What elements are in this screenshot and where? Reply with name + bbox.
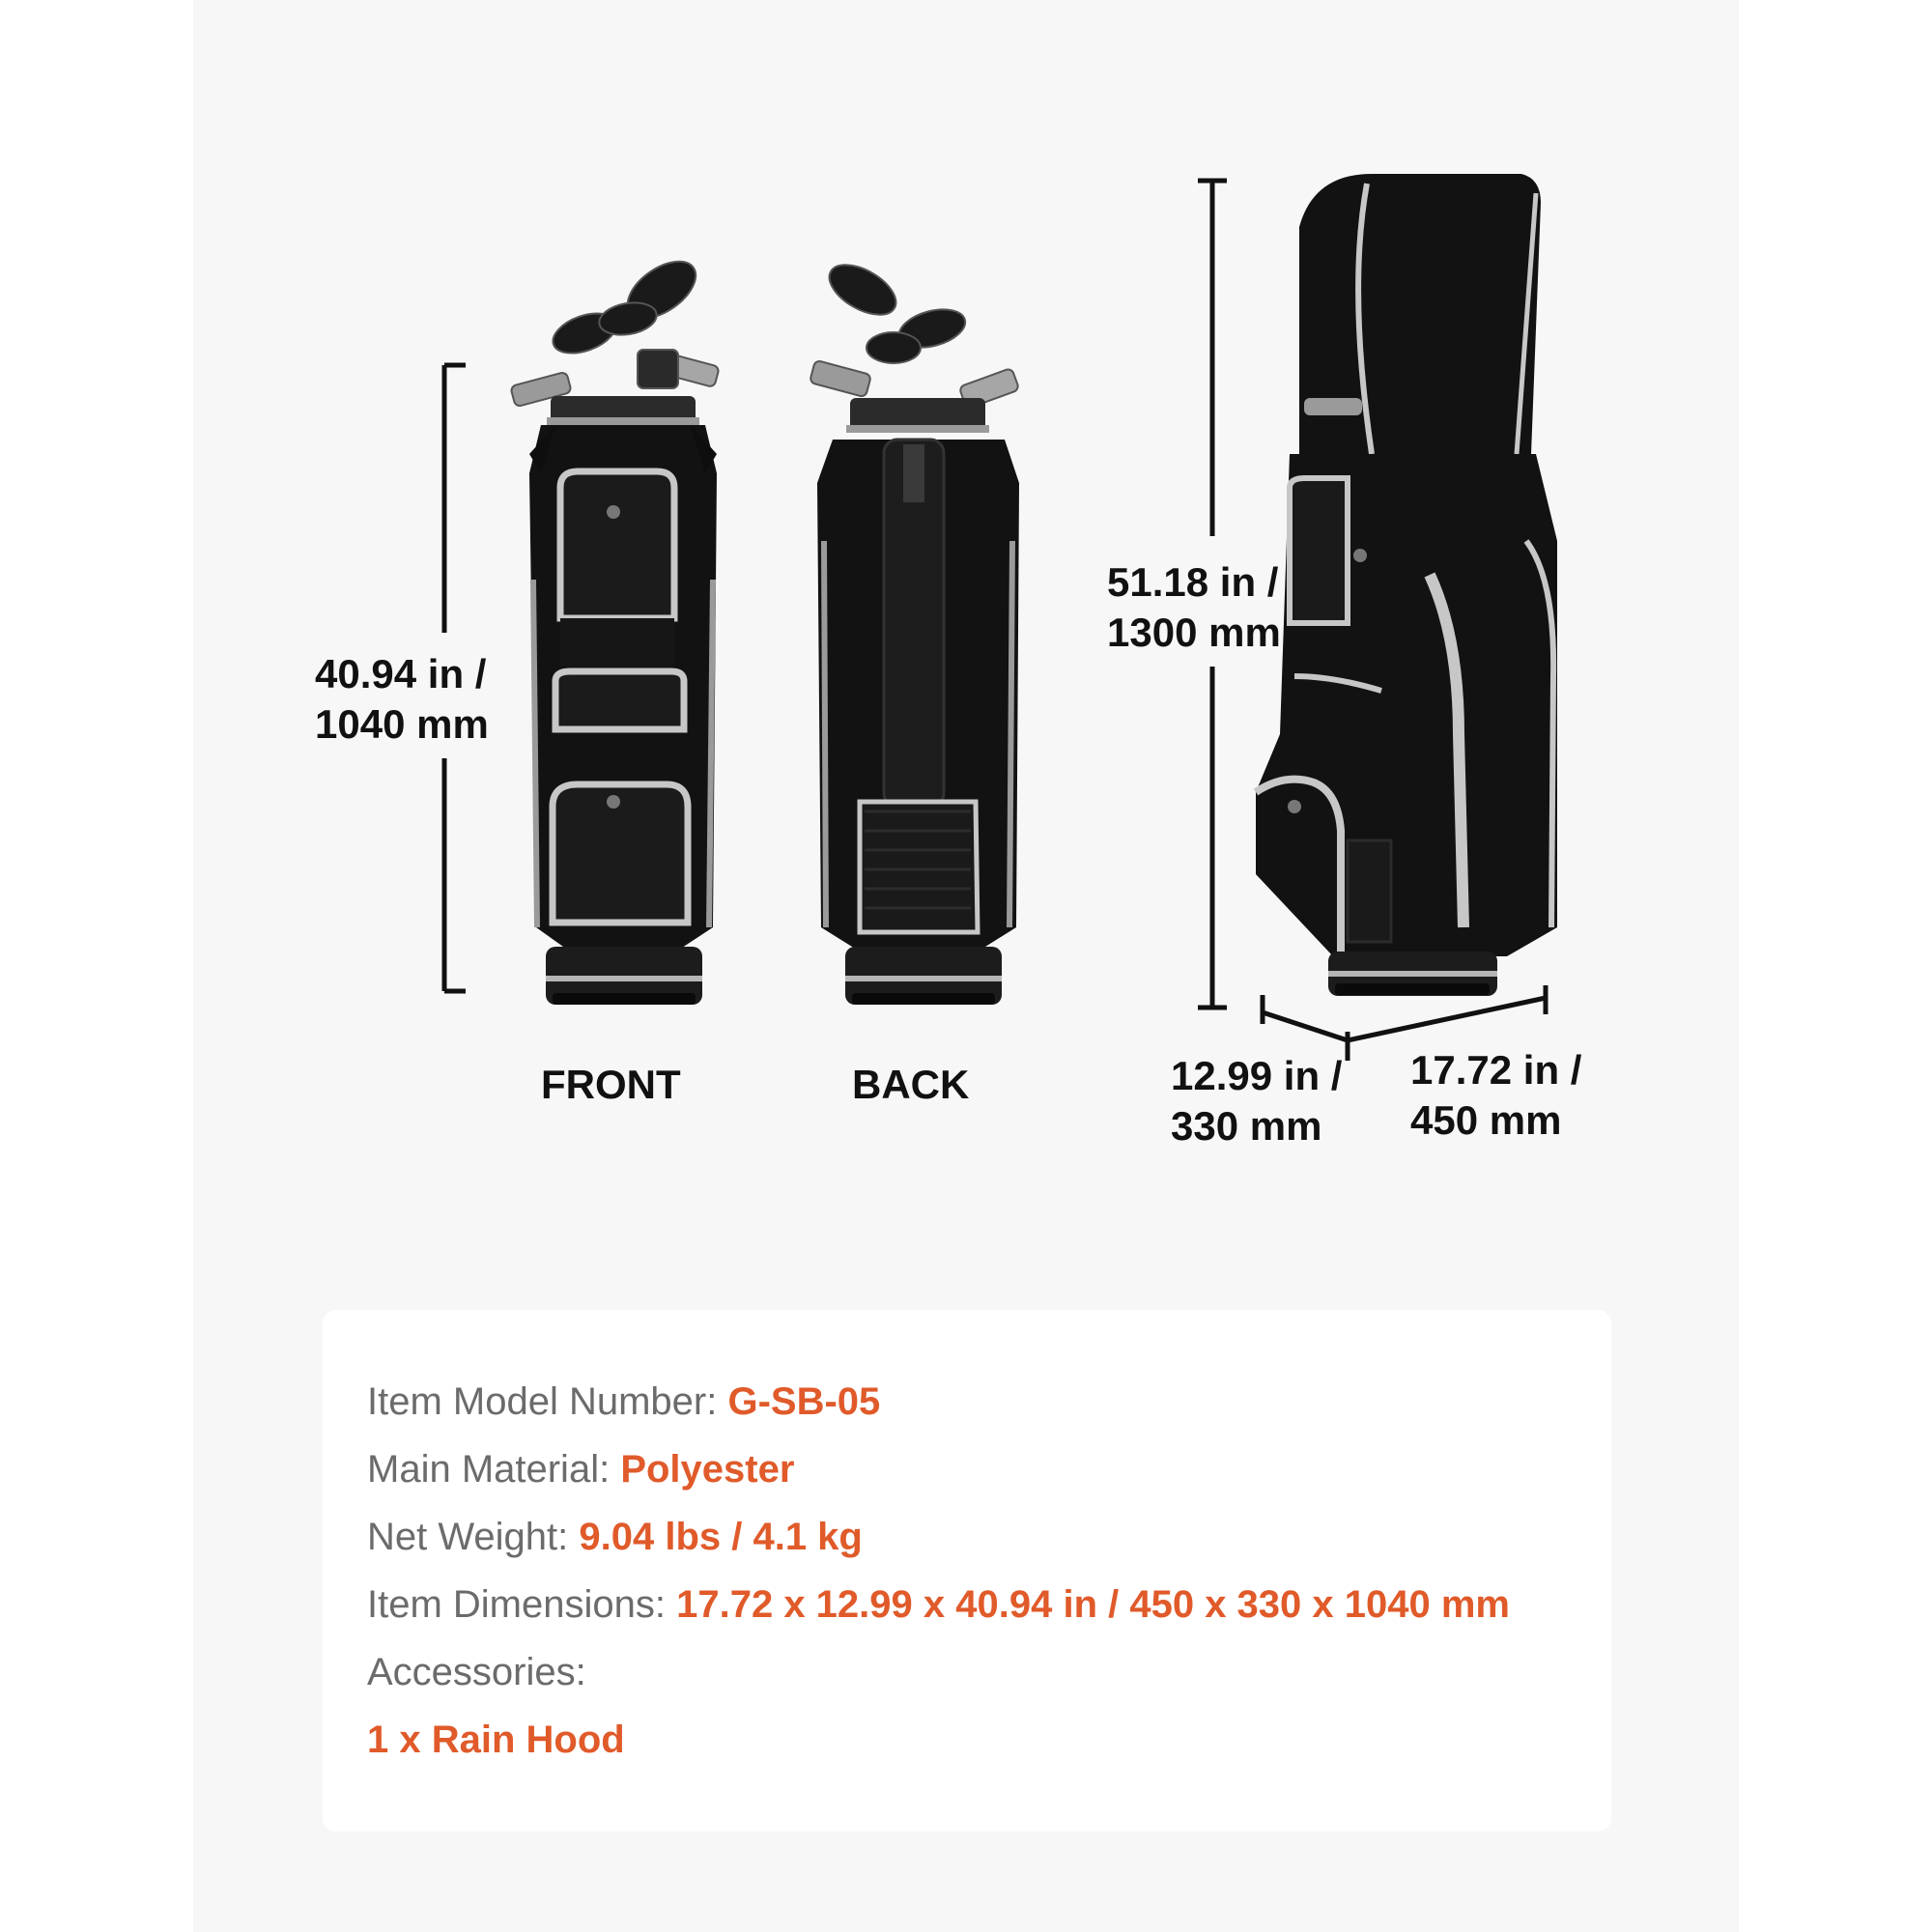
hooded-bag-image <box>1256 174 1557 996</box>
spec-material-value: Polyester <box>620 1448 795 1491</box>
front-club-heads <box>510 250 720 407</box>
spec-dimensions-key: Item Dimensions: <box>367 1583 677 1626</box>
back-mesh-pocket <box>860 802 978 932</box>
spec-weight-row <box>367 1513 863 1561</box>
spec-dimensions-row <box>367 1580 1510 1629</box>
width-mm: 450 mm <box>1410 1097 1562 1143</box>
hood-height-inches: 51.18 in / <box>1107 559 1279 605</box>
back-view-label: BACK <box>852 1062 970 1107</box>
front-view-label: FRONT <box>541 1062 681 1107</box>
hood-height-mm: 1300 mm <box>1107 610 1281 655</box>
hood-height-label <box>1107 557 1281 658</box>
spec-model-row <box>367 1378 880 1426</box>
spec-material-key: Main Material: <box>367 1448 621 1491</box>
depth-mm: 330 mm <box>1171 1103 1322 1149</box>
spec-accessories-value: 1 x Rain Hood <box>367 1719 625 1761</box>
front-height-label <box>315 649 489 750</box>
front-middle-pocket <box>555 671 684 729</box>
spec-weight-value: 9.04 lbs / 4.1 kg <box>579 1516 863 1558</box>
front-height-inches: 40.94 in / <box>315 651 487 696</box>
front-height-mm: 1040 mm <box>315 701 489 747</box>
depth-label <box>1171 1051 1342 1151</box>
width-line <box>1348 998 1546 1040</box>
spec-model-key: Item Model Number: <box>367 1380 728 1423</box>
spec-accessories-value-row <box>367 1716 625 1764</box>
spec-dimensions-value: 17.72 x 12.99 x 40.94 in / 450 x 330 x 1040 mm <box>676 1583 1510 1626</box>
spec-accessories-key: Accessories: <box>367 1651 586 1693</box>
spec-weight-key: Net Weight: <box>367 1516 580 1558</box>
spec-accessories-row <box>367 1648 586 1696</box>
front-upper-pocket <box>560 471 674 618</box>
spec-material-row <box>367 1445 794 1493</box>
back-club-heads <box>810 255 1019 410</box>
spec-model-value: G-SB-05 <box>727 1380 881 1423</box>
front-lower-pocket <box>553 784 688 923</box>
carry-handle <box>1304 398 1362 415</box>
width-inches: 17.72 in / <box>1410 1047 1582 1093</box>
hooded-upper-pocket <box>1290 478 1348 623</box>
spec-card <box>323 1310 1611 1832</box>
width-label <box>1410 1045 1581 1146</box>
back-bag-image <box>810 255 1019 1005</box>
depth-line <box>1263 1012 1348 1040</box>
front-bag-image <box>510 250 720 1005</box>
depth-inches: 12.99 in / <box>1171 1053 1343 1098</box>
